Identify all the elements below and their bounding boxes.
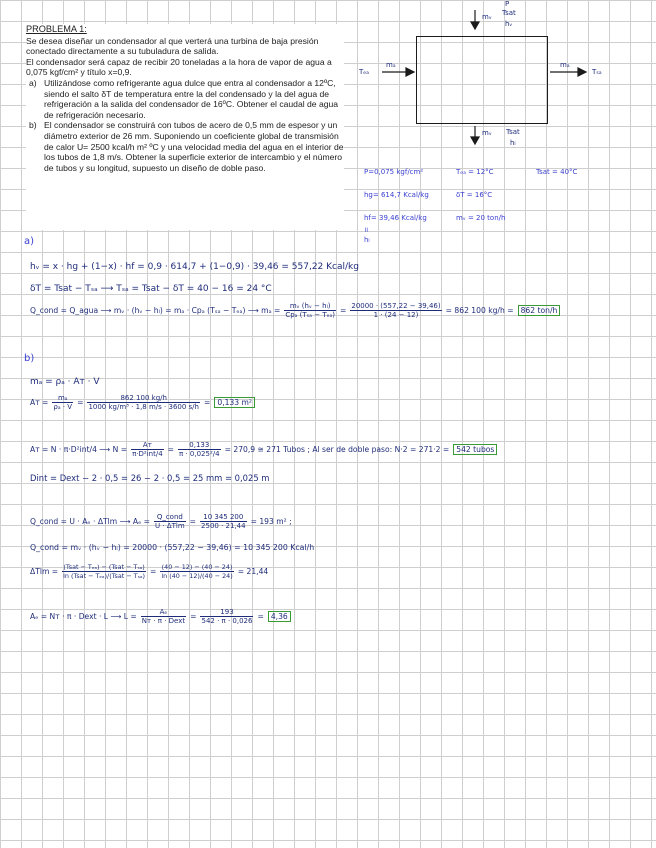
section-b-line-7-end: = 21,44	[237, 567, 269, 576]
given-tsat: Tsat = 40°C	[536, 168, 578, 176]
fraction-denominator: Cpₐ (Tₛₐ − Tₑₐ)	[285, 311, 335, 319]
fraction-numerator: 193	[200, 608, 253, 617]
section-b-line-3-end: = 270,9 ≅ 271 Tubos ; Al ser de doble paso: N·2 = 271·2 =	[224, 445, 450, 454]
diagram-left-ma: mₐ	[386, 61, 396, 69]
section-b-line-7-start: ΔTlm =	[30, 567, 59, 576]
given-hg: hg= 614,7 Kcal/kg	[364, 191, 429, 199]
section-b-fraction-lm-2	[160, 563, 233, 580]
fraction-numerator: mᵥ (hᵥ − hₗ)	[284, 302, 336, 311]
diagram-left-tea: Tₑₐ	[359, 68, 369, 76]
section-b-line-6: Q_cond = mᵥ · (hᵥ − hₗ) = 20000 · (557,22 − 39,46) = 10 345 200 Kcal/h	[30, 543, 315, 552]
question-b-text: El condensador se construirá con tubos de acero de 0,5 mm de espesor y un diámetro exterior de 26 mm. Suponiendo un coeficiente global de transmisión de calor U= 2500 kcal/h m² ºC y una velocidad media del agua en el interior de los tubos de 1,8 m/s. Obtener la superficie exterior de intercambio y el número de tubos y su longitud, supuesto un diseño de doble paso.	[44, 120, 344, 173]
diagram-top-hv: hᵥ	[505, 20, 513, 28]
section-b-line-2-start: Aᴛ =	[30, 398, 49, 407]
given-tea: Tₑₐ = 12°C	[456, 168, 494, 176]
fraction-denominator: ln (Tsat − Tₑₐ)/(Tsat − Tₛₐ)	[63, 572, 145, 580]
diagram-bottom-hl: hₗ	[510, 139, 516, 147]
answer-tube-length: 4,36	[268, 611, 291, 622]
fraction-numerator: Q_cond	[154, 513, 186, 522]
section-a-line-2: δT = Tsat − Tₛₐ ⟶ Tₛₐ = Tsat − δT = 40 − 16 = 24 °C	[30, 284, 272, 294]
fraction-denominator: ln (40 − 12)/(40 − 24)	[161, 572, 233, 580]
problem-paragraph-2: El condensador será capaz de recibir 20 toneladas a la hora de vapor de agua a 0,075 kgf/cm² y título x=0,9.	[26, 56, 332, 78]
section-b-line-5-end: = 193 m² ;	[250, 517, 292, 526]
fraction-denominator: ρₐ · V	[53, 403, 73, 411]
section-a-line-3-end: = 862 100 kg/h =	[445, 306, 514, 315]
section-b-fraction-at	[52, 394, 73, 411]
fraction-denominator: π · 0,025²/4	[179, 450, 220, 458]
fraction-numerator: (40 − 12) − (40 − 24)	[161, 563, 233, 571]
section-b-fraction-n	[131, 441, 164, 458]
fraction-denominator: 1 · (24 − 12)	[373, 311, 419, 319]
section-b-fraction-lm	[62, 563, 146, 580]
diagram-right-tsa: Tₛₐ	[592, 68, 602, 76]
fraction-denominator: 2500 · 21,44	[201, 522, 246, 530]
section-b-line-7: ΔTlm = $\frac{\text{(Tsat − Tₑₐ) − (Tsat − Tₛₐ)}}{\text{ln (Tsat − Tₑₐ)/(Tsat − Tₛₐ)}}$ = $\frac{(40 - 12) - (40 - 24)}{\ln (40 - 12)/(40 - 24)}$ = 21,44	[30, 563, 269, 580]
fraction-denominator: 1000 kg/m³ · 1,8 m/s · 3600 s/h	[88, 403, 199, 411]
question-a-marker: a)	[29, 77, 37, 88]
section-a-line-3: Q_cond = Q_agua ⟶ mᵥ · (hᵥ − hₗ) = mₐ · Cpₐ (Tₛₐ − Tₑₐ) ⟶ mₐ = $\frac{\text{mᵥ (hᵥ − hₗ)}}{\text{Cpₐ (Tₛₐ − Tₑₐ)}}$ = $\frac{20000 \cdot (557,22 - 39,46)}{1 \cdot (24 - 12)}$ = 862 100 kg/h = 862 ton/h	[30, 302, 560, 319]
section-b-line-5-start: Q_cond = U · Aₑ · ΔTlm ⟶ Aₑ =	[30, 517, 151, 526]
section-b-line-1: mₐ = ρₐ · Aᴛ · V	[30, 377, 100, 387]
section-a-fraction-2	[350, 302, 441, 319]
fraction-numerator: 10 345 200	[200, 513, 247, 522]
fraction-numerator: 862 100 kg/h	[87, 394, 200, 403]
section-b-fraction-at-2	[87, 394, 200, 411]
given-hf: hf= 39,46 Kcal/kg	[364, 214, 427, 222]
diagram-top-mv: mᵥ	[482, 13, 492, 21]
section-b-line-2: Aᴛ = $\frac{\text{mₐ}}{\text{ρₐ · V}}$ = $\frac{862 100 kg/h}{\text{1000 kg/m³ · 1,8 m/s · 3600 s/h}}$ = 0,133 m²	[30, 394, 255, 411]
fraction-numerator: 20000 · (557,22 − 39,46)	[351, 302, 441, 310]
section-b-line-8-start: Aₑ = Nᴛ · π · Dext · L ⟶ L =	[30, 612, 137, 621]
diagram-arrows	[0, 0, 656, 160]
diagram-bottom-mv: mᵥ	[482, 129, 492, 137]
section-a-fraction-1	[284, 302, 336, 319]
section-b-fraction-ae	[154, 513, 186, 530]
section-b-fraction-l-2	[200, 608, 253, 625]
diagram-right-ma: mₐ	[560, 61, 570, 69]
answer-water-flow: 862 ton/h	[518, 305, 561, 316]
section-b-line-3: Aᴛ = N · π·D²int/4 ⟶ N = $\frac{\text{Aᴛ}}{\text{π·D²int/4}}$ = $\frac{0,133}{\text{π · 0,025²/4}}$ = 270,9 ≅ 271 Tubos ; Al ser de doble paso: N·2 = 271·2 = 542 tubos	[30, 441, 497, 458]
section-a-label: a)	[24, 236, 35, 247]
section-a-line-1: hᵥ = x · hg + (1−x) · hf = 0,9 · 614,7 + (1−0,9) · 39,46 = 557,22 Kcal/kg	[30, 262, 359, 272]
diagram-bottom-tsat: Tsat	[506, 128, 520, 136]
given-equals-mark: ॥	[364, 226, 369, 234]
problem-title: PROBLEMA 1:	[26, 24, 87, 34]
fraction-numerator: Aₑ	[141, 608, 186, 617]
given-pressure: P=0,075 kgf/cm²	[364, 168, 424, 176]
section-b-line-5: Q_cond = U · Aₑ · ΔTlm ⟶ Aₑ = $\frac{\text{Q\_cond}}{\text{U · ΔTlm}}$ = $\frac{10 345 200}{2500 \cdot 21,44}$ = 193 m² ;	[30, 513, 292, 530]
question-b-marker: b)	[29, 120, 37, 131]
fraction-numerator: Aᴛ	[131, 441, 164, 450]
question-a-text: Utilizándose como refrigerante agua dulce que entra al condensador a 12ºC, siendo el salto δT de temperatura entre la del condensado y la del agua de refrigeración a la salida del condensador de 16ºC. Obtener el caudal de agua de refrigeración necesario.	[44, 77, 339, 120]
fraction-numerator: (Tsat − Tₑₐ) − (Tsat − Tₛₐ)	[63, 563, 145, 571]
given-mv: mᵥ = 20 ton/h	[456, 214, 506, 222]
diagram-top-tsat: Tsat	[502, 9, 516, 17]
given-hl: hₗ	[364, 236, 370, 244]
problem-paragraph-1: Se desea diseñar un condensador al que verterá una turbina de baja presión conectado directamente a su tubuladura de salida.	[26, 35, 319, 57]
fraction-denominator: 542 · π · 0,026	[201, 617, 253, 625]
section-b-line-8: Aₑ = Nᴛ · π · Dext · L ⟶ L = $\frac{\text{Aₑ}}{\text{Nᴛ · π · Dext}}$ = $\frac{193}{542 \cdot \pi \cdot 0,026}$ = 4,36	[30, 608, 291, 625]
section-b-fraction-l	[141, 608, 186, 625]
fraction-denominator: Nᴛ · π · Dext	[141, 617, 186, 625]
fraction-numerator: mₐ	[52, 394, 73, 403]
fraction-denominator: U · ΔTlm	[155, 522, 185, 530]
section-b-fraction-n-2	[178, 441, 221, 458]
fraction-numerator: 0,133	[178, 441, 221, 450]
section-b-fraction-ae-2	[200, 513, 247, 530]
answer-tube-area: 0,133 m²	[214, 397, 255, 408]
fraction-denominator: π·D²int/4	[132, 450, 163, 458]
section-b-label: b)	[24, 353, 35, 364]
section-b-line-4: Dint = Dext − 2 · 0,5 = 26 − 2 · 0,5 = 25 mm = 0,025 m	[30, 473, 270, 483]
given-delta-t: δT = 16°C	[456, 191, 493, 199]
section-a-line-3-start: Q_cond = Q_agua ⟶ mᵥ · (hᵥ − hₗ) = mₐ · Cpₐ (Tₛₐ − Tₑₐ) ⟶ mₐ =	[30, 306, 281, 315]
diagram-top-pressure: P	[505, 0, 510, 8]
answer-tube-count: 542 tubos	[453, 444, 497, 455]
section-b-line-3-start: Aᴛ = N · π·D²int/4 ⟶ N =	[30, 445, 128, 454]
